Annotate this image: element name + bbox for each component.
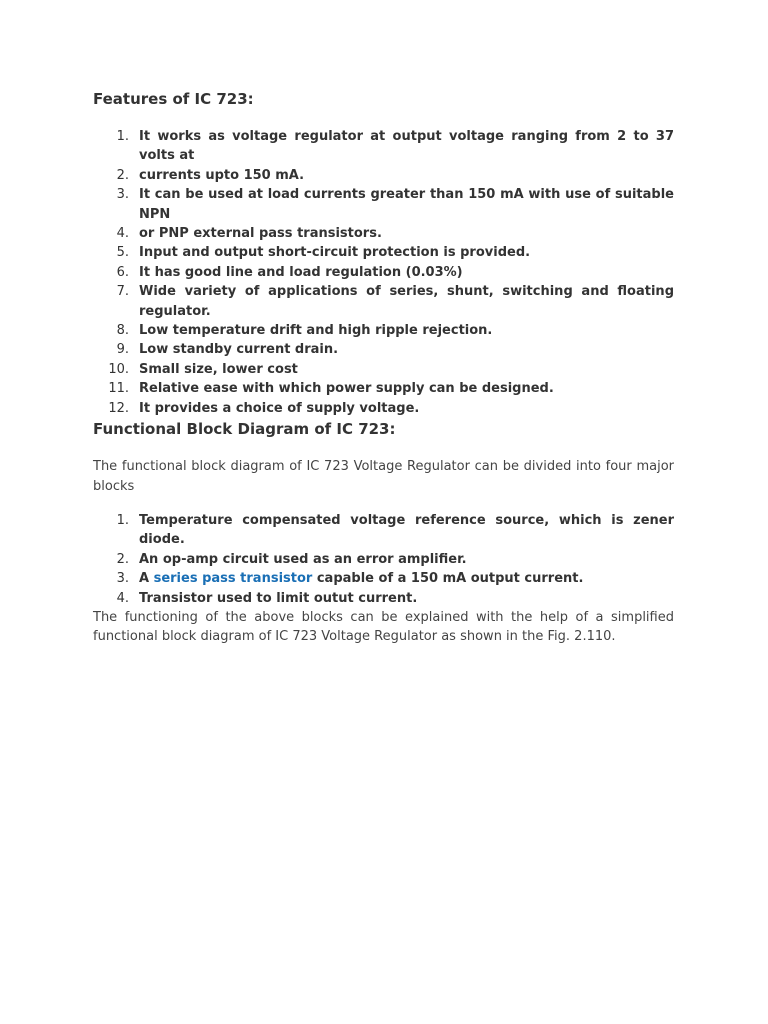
list-item-text: Low temperature drift and high ripple rejection. [139, 323, 493, 339]
list-item [93, 282, 674, 321]
list-item [93, 166, 674, 185]
list-item-text: currents upto 150 mA. [139, 167, 305, 183]
list-item [93, 589, 674, 608]
list-item-text: It provides a choice of supply voltage. [139, 400, 420, 416]
list-number: 5. [116, 245, 129, 261]
list-item [93, 399, 674, 418]
list-item-text: Relative ease with which power supply can be designed. [139, 381, 554, 397]
outro-paragraph: The functioning of the above blocks can be explained with the help of a simplified functional block diagram of IC 723 Voltage Regulator as shown in the Fig. 2.110. [93, 609, 674, 645]
series-pass-transistor-link[interactable]: series pass transistor [153, 571, 313, 587]
features-list [93, 127, 674, 418]
list-item-text: Transistor used to limit outut current. [139, 590, 418, 606]
list-number: 9. [116, 342, 129, 358]
list-number: 1. [116, 512, 129, 528]
list-number: 7. [116, 284, 129, 300]
document-page [93, 88, 674, 647]
intro-paragraph: The functional block diagram of IC 723 Voltage Regulator can be divided into four major blocks [93, 459, 674, 494]
list-number: 10. [108, 361, 129, 377]
list-item [93, 243, 674, 262]
list-item-text: It has good line and load regulation (0.03%) [139, 264, 463, 280]
features-heading: Features of IC 723: [93, 90, 254, 108]
list-item [93, 569, 674, 588]
list-number: 3. [116, 571, 129, 587]
list-number: 12. [108, 400, 129, 416]
list-number: 6. [116, 264, 129, 280]
list-number: 2. [116, 551, 129, 567]
list-item [93, 340, 674, 359]
list-item-text: or PNP external pass transistors. [139, 226, 382, 242]
list-item [93, 263, 674, 282]
list-item-text: Input and output short-circuit protection is provided. [139, 245, 531, 261]
block-diagram-heading: Functional Block Diagram of IC 723: [93, 420, 396, 439]
list-number: 11. [108, 381, 129, 397]
list-item [93, 511, 674, 550]
list-item-text: Wide variety of applications of series, shunt, switching and floating regulator. [139, 284, 674, 319]
list-number: 8. [116, 323, 129, 339]
list-item [93, 321, 674, 340]
list-number: 4. [116, 226, 129, 242]
list-item-text: It works as voltage regulator at output voltage ranging from 2 to 37 volts at [139, 129, 674, 164]
list-number: 2. [116, 167, 129, 183]
list-item [93, 550, 674, 569]
list-item-text: Temperature compensated voltage reference source, which is zener diode. [139, 512, 674, 548]
list-item-text: Small size, lower cost [139, 361, 298, 377]
list-item-prefix: A [139, 571, 154, 587]
blocks-list [93, 511, 674, 608]
list-item [93, 360, 674, 379]
list-number: 4. [116, 590, 129, 606]
list-item [93, 185, 674, 224]
list-number: 3. [116, 187, 129, 203]
list-item-text: It can be used at load currents greater than 150 mA with use of suitable NPN [139, 187, 674, 222]
list-item-suffix: capable of a 150 mA output current. [312, 571, 584, 587]
list-number: 1. [116, 129, 129, 144]
list-item-text: Low standby current drain. [139, 342, 339, 358]
list-item [93, 127, 674, 166]
list-item-text: An op-amp circuit used as an error amplifier. [139, 551, 467, 567]
list-item [93, 224, 674, 243]
list-item [93, 379, 674, 398]
